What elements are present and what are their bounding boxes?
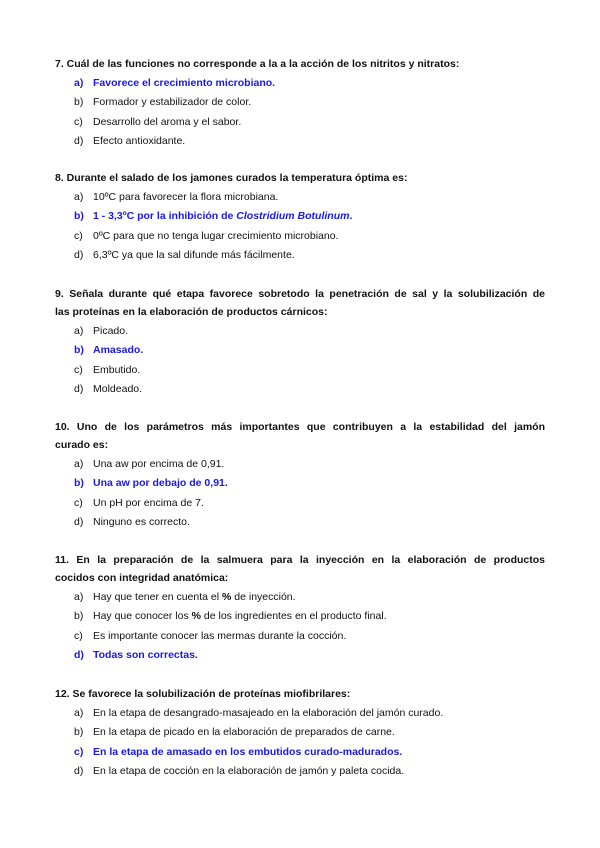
- question-text-line2: cocidos con integridad anatómica:: [55, 572, 229, 584]
- question-text-line1: 11. En la preparación de la salmuera para la inyección en la elaboración de productos: [55, 554, 545, 566]
- option-b: b) Una aw por debajo de 0,91.: [74, 477, 228, 490]
- option-c: c) En la etapa de amasado en los embutidos curado-madurados.: [74, 745, 403, 758]
- question-7: [55, 55, 545, 152]
- option-d: d) Efecto antioxidante.: [74, 135, 186, 148]
- option-b: b) Amasado.: [74, 344, 144, 357]
- option-d: d) Ninguno es correcto.: [74, 516, 190, 529]
- option-b: b) Hay que conocer los % de los ingredientes en el producto final.: [74, 610, 387, 623]
- options-list: [55, 704, 545, 782]
- question-text-line2: las proteínas en la elaboración de productos cárnicos:: [55, 306, 328, 318]
- options-list: [55, 188, 545, 266]
- scientific-name: Clostridium Botulinum: [236, 210, 350, 223]
- percent-sign: %: [191, 610, 201, 623]
- options-list: [55, 322, 545, 400]
- question-text-line1: 10. Uno de los parámetros más importantes que contribuyen a la estabilidad del jamón: [55, 421, 545, 433]
- question-text: 12. Se favorece la solubilización de proteínas miofibrilares:: [55, 688, 351, 700]
- option-a: a) Una aw por encima de 0,91.: [74, 458, 225, 470]
- question-8: [55, 169, 545, 266]
- question-text: 8. Durante el salado de los jamones curados la temperatura óptima es:: [55, 172, 408, 184]
- question-text-line2: curado es:: [55, 439, 109, 451]
- option-c: c) Es importante conocer las mermas durante la cocción.: [74, 629, 347, 642]
- option-c: c) Un pH por encima de 7.: [74, 496, 204, 509]
- option-c: c) Desarrollo del aroma y el sabor.: [74, 115, 242, 128]
- options-list: [55, 455, 545, 533]
- options-list: [55, 74, 545, 152]
- question-9: [55, 285, 545, 400]
- question-text: 7. Cuál de las funciones no corresponde a la a la acción de los nitritos y nitratos:: [55, 58, 460, 70]
- percent-sign: %: [222, 591, 232, 603]
- option-c: c) Embutido.: [74, 363, 141, 376]
- option-a: a) Hay que tener en cuenta el % de inyección.: [74, 591, 296, 603]
- option-a: a) Favorece el crecimiento microbiano.: [74, 77, 276, 89]
- option-a: a) 10ºC para favorecer la flora microbiana.: [74, 191, 279, 203]
- option-a: a) En la etapa de desangrado-masajeado en la elaboración del jamón curado.: [74, 707, 444, 719]
- option-b: b) 1 - 3,3ºC por la inhibición de Clostridium Botulinum.: [74, 210, 353, 223]
- options-list: [55, 588, 545, 666]
- question-10: [55, 418, 545, 533]
- option-b: b) En la etapa de picado en la elaboración de preparados de carne.: [74, 726, 395, 739]
- option-d: d) En la etapa de cocción en la elaboración de jamón y paleta cocida.: [74, 765, 405, 778]
- option-b: b) Formador y estabilizador de color.: [74, 96, 252, 109]
- question-12: [55, 685, 545, 782]
- option-d: d) Todas son correctas.: [74, 649, 198, 662]
- question-text-line1: 9. Señala durante qué etapa favorece sobretodo la penetración de sal y la solubilización de: [55, 288, 545, 300]
- option-a: a) Picado.: [74, 325, 129, 337]
- option-c: c) 0ºC para que no tenga lugar crecimiento microbiano.: [74, 229, 339, 242]
- question-11: [55, 551, 545, 666]
- option-d: d) Moldeado.: [74, 383, 143, 396]
- option-d: d) 6,3ºC ya que la sal difunde más fácilmente.: [74, 249, 295, 262]
